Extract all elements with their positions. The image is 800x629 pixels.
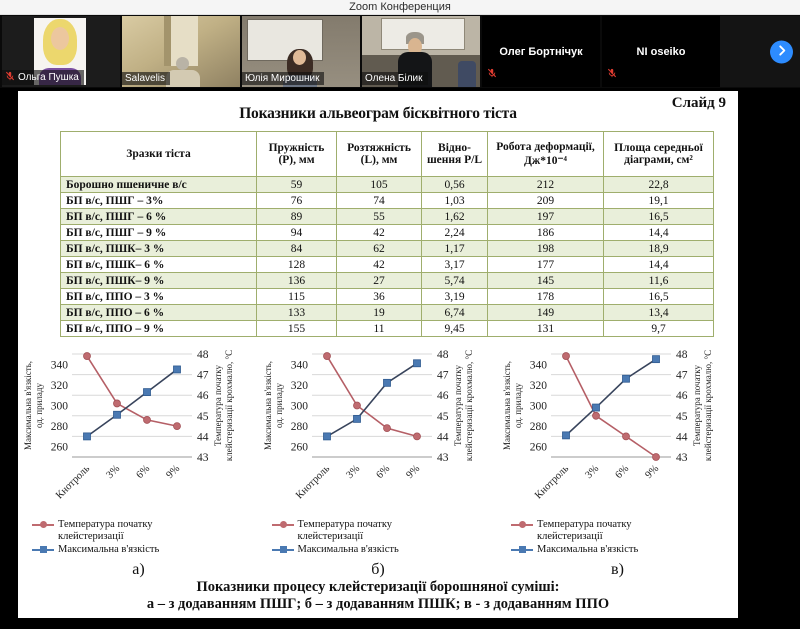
table-row [61, 225, 714, 241]
table-cell: 16,5 [604, 209, 714, 225]
line-chart [499, 344, 736, 512]
legend-circle-marker-icon [32, 519, 54, 530]
participant-name-tag [122, 72, 170, 85]
table-cell: 14,4 [604, 257, 714, 273]
legend-item [32, 519, 202, 542]
table-cell: 16,5 [604, 289, 714, 305]
strip-filler [720, 16, 800, 87]
table-cell: 55 [337, 209, 422, 225]
table-cell: 74 [337, 193, 422, 209]
legend-circle-marker-icon [272, 519, 294, 530]
svg-text:47: 47 [197, 369, 209, 382]
screen-share-stage [0, 88, 800, 629]
svg-text:9%: 9% [643, 463, 662, 482]
table-cell: 18,9 [604, 241, 714, 257]
participants-strip [0, 15, 800, 88]
table-cell: 197 [488, 209, 604, 225]
window-titlebar [0, 0, 800, 15]
participant-tile-yuliia-myroshnyk[interactable] [242, 16, 360, 87]
table-header-cell: Зразки тіста [61, 132, 257, 177]
table-cell: 42 [337, 257, 422, 273]
legend-item [272, 544, 442, 556]
next-participants-button[interactable] [770, 40, 793, 63]
table-cell: 14,4 [604, 225, 714, 241]
table-cell: 128 [257, 257, 337, 273]
legend-item [511, 519, 681, 542]
svg-text:6%: 6% [613, 463, 632, 482]
svg-text:6%: 6% [373, 463, 392, 482]
table-cell: 136 [257, 273, 337, 289]
table-cell: 178 [488, 289, 604, 305]
legend-label: Температура початку клейстеризації [537, 519, 632, 542]
svg-text:43: 43 [676, 452, 688, 464]
table-cell: 133 [257, 305, 337, 321]
chart-sub-label: а) [132, 560, 145, 578]
svg-text:6%: 6% [134, 463, 153, 482]
svg-text:340: 340 [529, 359, 547, 372]
table-header-cell: Розтяжність (L), мм [337, 132, 422, 177]
table-cell: 3,19 [422, 289, 488, 305]
chart-sub-label: в) [611, 560, 624, 578]
table-row [61, 257, 714, 273]
svg-text:280: 280 [50, 421, 68, 434]
svg-text:од. приладу: од. приладу [273, 382, 284, 429]
svg-text:Кнотроль: Кнотроль [533, 463, 572, 502]
table-cell: 115 [257, 289, 337, 305]
svg-text:од. приладу: од. приладу [513, 382, 523, 429]
table-cell: 76 [257, 193, 337, 209]
table-cell: 155 [257, 321, 337, 337]
table-row-label: БП в/с, ПШК– 3 % [61, 241, 257, 257]
svg-text:Температура початку: Температура початку [692, 364, 702, 447]
svg-text:3%: 3% [343, 463, 362, 482]
slide-number: Слайд 9 [671, 95, 726, 111]
table-row [61, 321, 714, 337]
svg-text:43: 43 [197, 452, 209, 464]
svg-text:Температура початку: Температура початку [213, 364, 223, 447]
table-cell: 212 [488, 177, 604, 193]
line-chart [20, 344, 257, 512]
participant-name-tag [242, 72, 324, 85]
svg-text:9%: 9% [403, 463, 422, 482]
table-cell: 11 [337, 321, 422, 337]
line-chart [260, 344, 497, 512]
svg-text:3%: 3% [583, 463, 602, 482]
svg-text:44: 44 [436, 431, 448, 444]
svg-text:Кнотроль: Кнотроль [54, 463, 93, 502]
table-header-cell: Відно-шення P/L [422, 132, 488, 177]
participant-name: NI oseiko [636, 45, 686, 58]
svg-text:45: 45 [676, 410, 688, 423]
table-cell: 19 [337, 305, 422, 321]
legend-square-marker-icon [32, 544, 54, 555]
svg-text:46: 46 [197, 390, 209, 403]
table-cell: 198 [488, 241, 604, 257]
svg-text:44: 44 [676, 431, 688, 444]
svg-text:320: 320 [290, 379, 308, 392]
participant-name: Олена Білик [365, 73, 423, 84]
table-row-label: БП в/с, ПШК– 6 % [61, 257, 257, 273]
svg-text:43: 43 [436, 452, 448, 464]
table-cell: 59 [257, 177, 337, 193]
table-row-label: БП в/с, ПШГ – 9 % [61, 225, 257, 241]
svg-text:46: 46 [436, 390, 448, 403]
table-cell: 149 [488, 305, 604, 321]
slide-title: Показники альвеограм бісквітного тіста [239, 105, 517, 122]
svg-text:45: 45 [197, 410, 209, 423]
chart-legend [511, 519, 681, 558]
table-row [61, 305, 714, 321]
legend-circle-marker-icon [511, 519, 533, 530]
table-row [61, 289, 714, 305]
svg-text:320: 320 [529, 379, 547, 392]
table-row-label: БП в/с, ПШК– 9 % [61, 273, 257, 289]
table-cell: 0,56 [422, 177, 488, 193]
legend-square-marker-icon [272, 544, 294, 555]
legend-label: Температура початку клейстеризації [58, 519, 153, 542]
participant-tile-olha-pushka[interactable] [2, 16, 120, 87]
table-cell: 36 [337, 289, 422, 305]
microphone-muted-icon [607, 65, 617, 83]
svg-text:44: 44 [197, 431, 209, 444]
svg-text:340: 340 [290, 359, 308, 372]
svg-text:3%: 3% [104, 463, 123, 482]
svg-text:340: 340 [50, 359, 68, 372]
table-cell: 27 [337, 273, 422, 289]
svg-text:Максимальна в'язкість,: Максимальна в'язкість, [23, 360, 33, 451]
table-row-label: БП в/с, ППО – 9 % [61, 321, 257, 337]
table-row-label: БП в/с, ППО – 3 % [61, 289, 257, 305]
participant-name-tag [2, 70, 84, 85]
table-header-cell: Площа середньої діаграми, см² [604, 132, 714, 177]
table-cell: 89 [257, 209, 337, 225]
svg-text:260: 260 [50, 441, 68, 454]
table-row-label: БП в/с, ПШГ – 6 % [61, 209, 257, 225]
svg-text:300: 300 [529, 400, 547, 413]
svg-text:280: 280 [290, 421, 308, 434]
table-cell: 13,4 [604, 305, 714, 321]
legend-item [272, 519, 442, 542]
table-cell: 9,7 [604, 321, 714, 337]
microphone-muted-icon [5, 71, 15, 84]
svg-text:47: 47 [676, 369, 688, 382]
table-cell: 105 [337, 177, 422, 193]
table-cell: 19,1 [604, 193, 714, 209]
table-cell: 3,17 [422, 257, 488, 273]
table-cell: 42 [337, 225, 422, 241]
table-cell: 209 [488, 193, 604, 209]
legend-label: Температура початку клейстеризації [297, 519, 393, 542]
alveogram-table [60, 131, 714, 337]
microphone-muted-icon [487, 65, 497, 83]
chart-a [20, 344, 257, 579]
svg-text:48: 48 [676, 349, 688, 361]
svg-text:клейстеризації крохмалю, °С: клейстеризації крохмалю, °С [224, 349, 234, 462]
table-row [61, 193, 714, 209]
table-cell: 84 [257, 241, 337, 257]
svg-text:Максимальна в'язкість,: Максимальна в'язкість, [262, 360, 273, 451]
table-header-cell: Пружність (Р), мм [257, 132, 337, 177]
svg-text:Максимальна в'язкість,: Максимальна в'язкість, [502, 360, 512, 451]
table-row [61, 177, 714, 193]
chart-legend [32, 519, 202, 558]
charts-caption [18, 579, 738, 613]
participant-name-tag [362, 72, 428, 85]
svg-text:300: 300 [50, 400, 68, 413]
svg-text:260: 260 [290, 441, 308, 454]
table-cell: 9,45 [422, 321, 488, 337]
table-row [61, 241, 714, 257]
svg-text:260: 260 [529, 441, 547, 454]
participant-tile-oleh-bortnichuk[interactable] [482, 16, 600, 87]
charts-row [20, 344, 736, 579]
table-row-label: БП в/с, ППО – 6 % [61, 305, 257, 321]
svg-text:Температура початку: Температура початку [452, 364, 463, 447]
table-cell: 186 [488, 225, 604, 241]
table-cell: 1,62 [422, 209, 488, 225]
caption-line-2: а – з додаванням ПШГ; б – з додаванням ПШК; в - з додаванням ППО [146, 596, 610, 612]
table-cell: 11,6 [604, 273, 714, 289]
participant-name: Ольга Пушка [18, 72, 79, 83]
svg-text:320: 320 [50, 379, 68, 392]
table-row [61, 273, 714, 289]
table-header-cell: Робота деформації, Дж*10⁻⁴ [488, 132, 604, 177]
participant-tile-salavelis[interactable] [122, 16, 240, 87]
legend-square-marker-icon [511, 544, 533, 555]
svg-text:300: 300 [290, 400, 308, 413]
legend-item [511, 544, 681, 556]
chart-legend [272, 519, 442, 558]
participant-tile-ni-oseiko[interactable] [602, 16, 720, 87]
legend-item [32, 544, 202, 556]
presentation-slide [18, 91, 738, 618]
table-cell: 2,24 [422, 225, 488, 241]
table-cell: 5,74 [422, 273, 488, 289]
svg-text:48: 48 [436, 349, 448, 361]
participant-tile-olena-bilyk[interactable] [362, 16, 480, 87]
svg-text:од. приладу: од. приладу [34, 382, 44, 429]
chart-v [499, 344, 736, 579]
chevron-right-icon [775, 43, 789, 60]
svg-text:45: 45 [436, 410, 448, 423]
table-cell: 1,17 [422, 241, 488, 257]
svg-text:280: 280 [529, 421, 547, 434]
svg-text:48: 48 [197, 349, 209, 361]
table-row-label: Борошно пшеничне в/с [61, 177, 257, 193]
table-cell: 62 [337, 241, 422, 257]
table-row [61, 209, 714, 225]
legend-label: Максимальна в'язкість [297, 544, 399, 555]
table-cell: 145 [488, 273, 604, 289]
table-cell: 1,03 [422, 193, 488, 209]
table-row-label: БП в/с, ПШГ – 3% [61, 193, 257, 209]
chart-b [260, 344, 497, 579]
caption-line-1: Показники процесу клейстеризації борошняної суміші: [196, 579, 560, 595]
table-cell: 177 [488, 257, 604, 273]
table-cell: 94 [257, 225, 337, 241]
svg-text:46: 46 [676, 390, 688, 403]
table-cell: 6,74 [422, 305, 488, 321]
svg-text:клейстеризації крохмалю, °С: клейстеризації крохмалю, °С [703, 349, 713, 462]
participant-name: Salavelis [125, 73, 166, 84]
svg-text:9%: 9% [164, 463, 183, 482]
legend-label: Максимальна в'язкість [58, 544, 160, 555]
participant-name: Юлія Мирошник [245, 73, 320, 84]
legend-label: Максимальна в'язкість [537, 544, 639, 555]
svg-text:клейстеризації крохмалю, °С: клейстеризації крохмалю, °С [463, 349, 474, 462]
svg-text:Кнотроль: Кнотроль [293, 463, 332, 502]
svg-text:47: 47 [436, 369, 448, 382]
participant-name: Олег Бортнічук [499, 45, 583, 58]
table-cell: 131 [488, 321, 604, 337]
chart-sub-label: б) [371, 560, 385, 578]
table-cell: 22,8 [604, 177, 714, 193]
window-title: Zoom Конференция [349, 1, 451, 13]
